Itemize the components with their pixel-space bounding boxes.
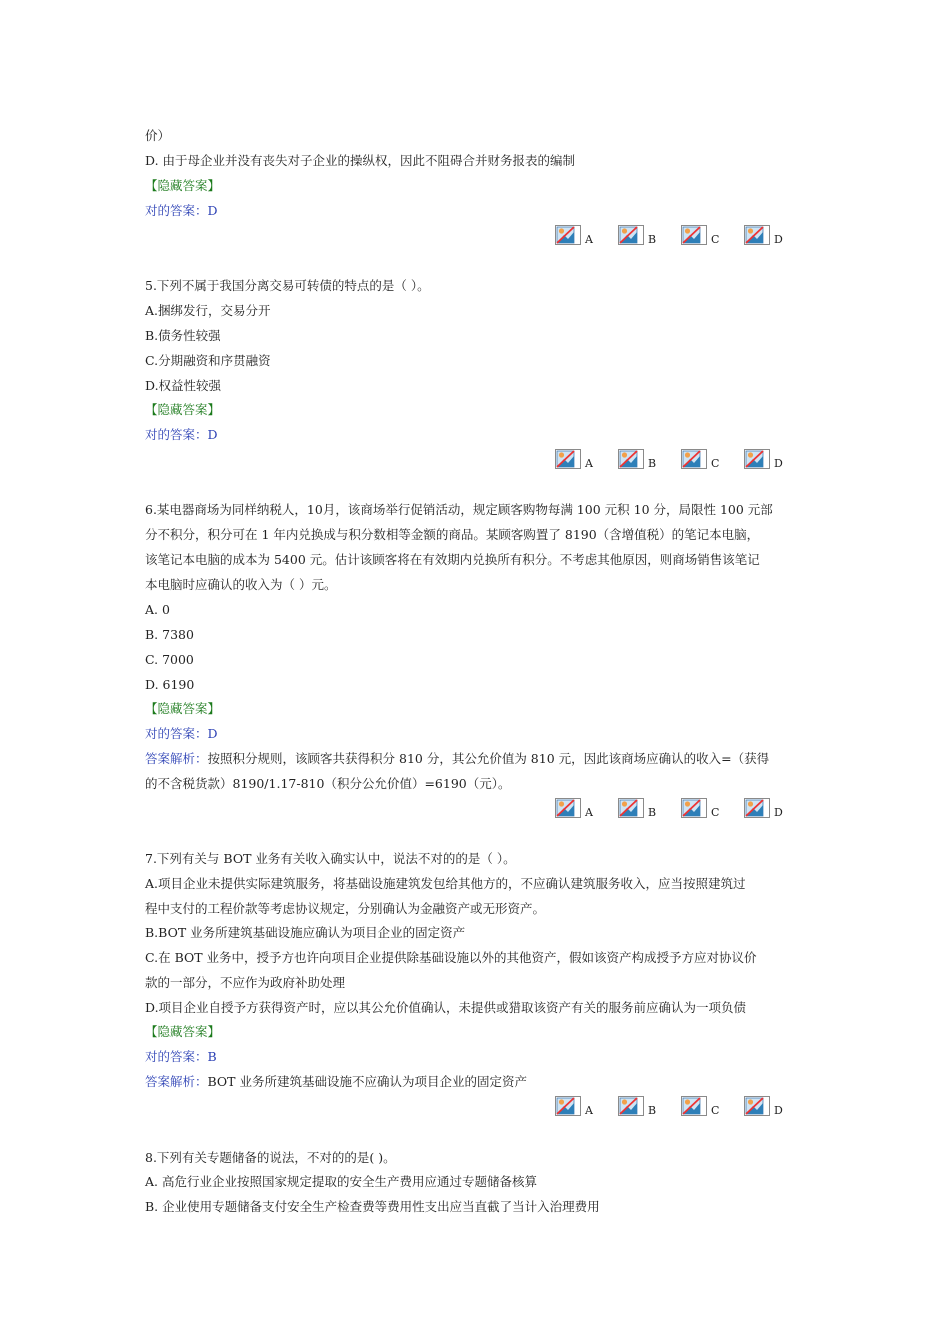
choice-b-button[interactable]	[618, 1096, 670, 1120]
explanation-label: 答案解析：	[145, 751, 208, 766]
choice-d-button[interactable]	[744, 449, 796, 473]
broken-image-icon	[555, 449, 581, 469]
choice-a-button[interactable]	[555, 449, 607, 473]
broken-image-icon	[744, 449, 770, 469]
choice-label: D	[774, 1104, 783, 1117]
explanation-text: 按照积分规则，该顾客共获得积分 810 分，其公允价值为 810 元，因此该商场应确认的收入=（获得	[207, 751, 770, 766]
q6-hide-answer-link[interactable]: 【隐藏答案】	[145, 701, 221, 716]
broken-image-icon	[681, 1096, 707, 1116]
q4-answer-choices	[555, 225, 795, 249]
q6-option-b: B. 7380	[145, 627, 194, 642]
choice-label: A	[585, 457, 593, 470]
q7-option-d: D.项目企业自授予方获得资产时，应以其公允价值确认，未提供或猎取该资产有关的服务前应确认为一项负债	[145, 1000, 747, 1015]
choice-d-button[interactable]	[744, 225, 796, 249]
choice-label: C	[711, 233, 720, 246]
broken-image-icon	[681, 798, 707, 818]
q8-title: 8.下列有关专题储备的说法，不对的的是( )。	[145, 1150, 396, 1165]
broken-image-icon	[618, 225, 644, 245]
choice-label: B	[648, 806, 657, 819]
q7-answer-choices	[555, 1096, 795, 1120]
choice-c-button[interactable]	[681, 1096, 733, 1120]
q6-answer-choices	[555, 798, 795, 822]
q6-title-line-2: 分不积分，积分可在 1 年内兑换成与积分数相等金额的商品。某顾客购置了 8190（含增值税）的笔记本电脑，	[145, 527, 760, 542]
choice-a-button[interactable]	[555, 225, 607, 249]
q6-explanation-line-2: 的不含税货款）8190/1.17-810（积分公允价值）=6190（元）。	[145, 776, 511, 791]
choice-b-button[interactable]	[618, 798, 670, 822]
q6-option-d: D. 6190	[145, 677, 195, 692]
q4-continuation: 价）	[145, 128, 171, 143]
choice-c-button[interactable]	[681, 225, 733, 249]
choice-label: B	[648, 457, 657, 470]
choice-label: D	[774, 457, 783, 470]
q6-title-line-4: 本电脑时应确认的收入为（ ）元。	[145, 577, 337, 592]
q7-option-c-line-1: C.在 BOT 业务中，授予方也许向项目企业提供除基础设施以外的其他资产，假如该资产构成授予方应对协议价	[145, 950, 757, 965]
q6-option-c: C. 7000	[145, 652, 194, 667]
q5-option-c: C.分期融资和序贯融资	[145, 353, 271, 368]
choice-b-button[interactable]	[618, 449, 670, 473]
q5-title: 5.下列不属于我国分离交易可转债的特点的是（ ）。	[145, 278, 430, 293]
q4-correct-answer: 对的答案：D	[145, 203, 218, 218]
q4-hide-answer-link[interactable]: 【隐藏答案】	[145, 178, 221, 193]
broken-image-icon	[744, 1096, 770, 1116]
broken-image-icon	[618, 449, 644, 469]
q6-option-a: A. 0	[145, 602, 170, 617]
choice-label: A	[585, 233, 593, 246]
q5-answer-choices	[555, 449, 795, 473]
q5-correct-answer: 对的答案：D	[145, 427, 218, 442]
q8-option-b: B. 企业使用专题储备支付安全生产检查费等费用性支出应当直截了当计入治理费用	[145, 1199, 600, 1214]
q6-title-line-1: 6.某电器商场为同样纳税人，10月，该商场举行促销活动，规定顾客购物每满 100 元积 10 分，局限性 100 元部	[145, 502, 773, 517]
q5-option-b: B.债务性较强	[145, 328, 221, 343]
q7-option-c-line-2: 款的一部分，不应作为政府补助处理	[145, 975, 346, 990]
explanation-text: BOT 业务所建筑基础设施不应确认为项目企业的固定资产	[207, 1074, 527, 1089]
broken-image-icon	[555, 798, 581, 818]
broken-image-icon	[555, 1096, 581, 1116]
choice-a-button[interactable]	[555, 798, 607, 822]
q5-hide-answer-link[interactable]: 【隐藏答案】	[145, 402, 221, 417]
choice-d-button[interactable]	[744, 1096, 796, 1120]
q7-explanation	[145, 1074, 527, 1090]
choice-label: D	[774, 233, 783, 246]
q7-option-a-line-1: A.项目企业未提供实际建筑服务，将基础设施建筑发包给其他方的，不应确认建筑服务收入，应当按照建筑过	[145, 876, 746, 891]
choice-label: B	[648, 233, 657, 246]
q8-option-a: A. 高危行业企业按照国家规定提取的安全生产费用应通过专题储备核算	[145, 1174, 537, 1189]
choice-label: D	[774, 806, 783, 819]
choice-label: A	[585, 1104, 593, 1117]
q6-correct-answer: 对的答案：D	[145, 726, 218, 741]
choice-d-button[interactable]	[744, 798, 796, 822]
q5-option-d: D.权益性较强	[145, 378, 222, 393]
q5-option-a: A.捆绑发行，交易分开	[145, 303, 271, 318]
broken-image-icon	[618, 1096, 644, 1116]
choice-c-button[interactable]	[681, 449, 733, 473]
q7-option-b: B.BOT 业务所建筑基础设施应确认为项目企业的固定资产	[145, 925, 466, 940]
choice-b-button[interactable]	[618, 225, 670, 249]
q7-option-a-line-2: 程中支付的工程价款等考虑协议规定，分别确认为金融资产或无形资产。	[145, 901, 546, 916]
broken-image-icon	[618, 798, 644, 818]
choice-c-button[interactable]	[681, 798, 733, 822]
q7-hide-answer-link[interactable]: 【隐藏答案】	[145, 1024, 221, 1039]
explanation-label: 答案解析：	[145, 1074, 208, 1089]
broken-image-icon	[555, 225, 581, 245]
choice-label: B	[648, 1104, 657, 1117]
choice-a-button[interactable]	[555, 1096, 607, 1120]
broken-image-icon	[681, 449, 707, 469]
q6-explanation-line-1	[145, 751, 769, 767]
choice-label: C	[711, 1104, 720, 1117]
q7-title: 7.下列有关与 BOT 业务有关收入确实认中，说法不对的的是（ ）。	[145, 851, 516, 866]
broken-image-icon	[744, 225, 770, 245]
q4-option-d: D. 由于母企业并没有丧失对子企业的操纵权，因此不阻碍合并财务报表的编制	[145, 153, 576, 168]
choice-label: A	[585, 806, 593, 819]
broken-image-icon	[681, 225, 707, 245]
broken-image-icon	[744, 798, 770, 818]
q6-title-line-3: 该笔记本电脑的成本为 5400 元。估计该顾客将在有效期内兑换所有积分。不考虑其他原因，则商场销售该笔记	[145, 552, 760, 567]
q7-correct-answer: 对的答案：B	[145, 1049, 217, 1064]
choice-label: C	[711, 806, 720, 819]
choice-label: C	[711, 457, 720, 470]
